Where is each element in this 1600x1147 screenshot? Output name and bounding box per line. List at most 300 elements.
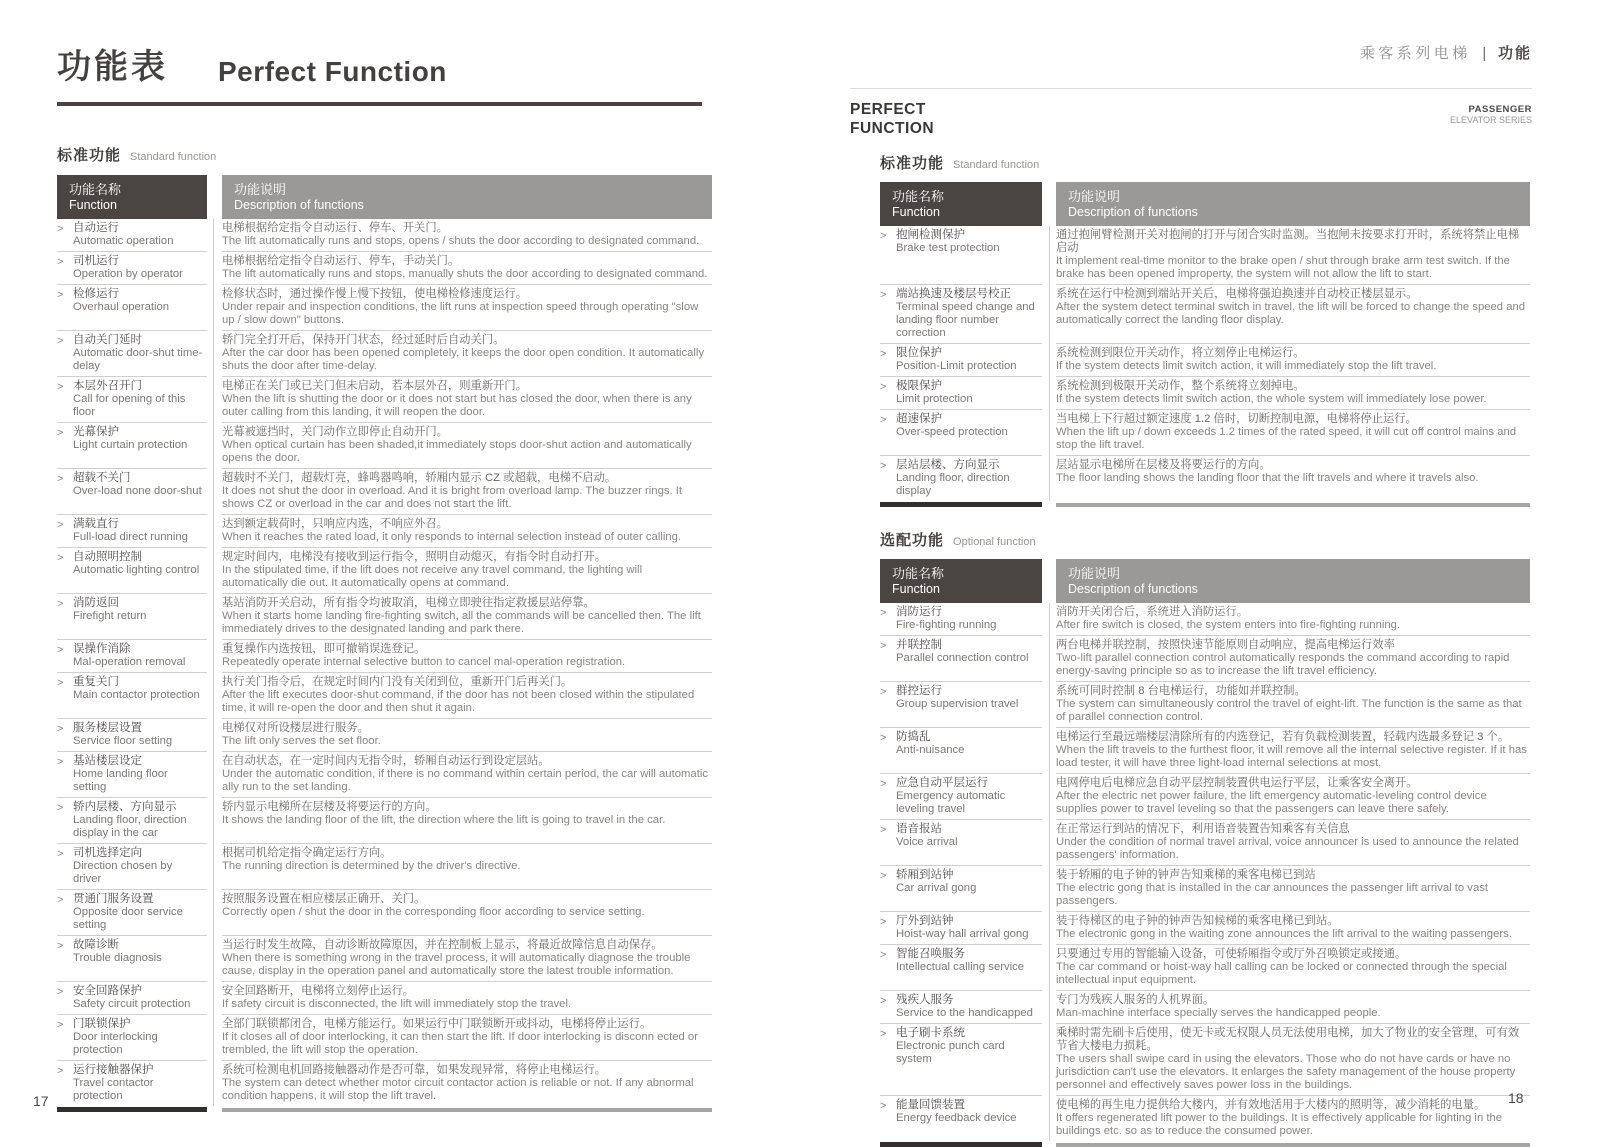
function-desc-cell bbox=[1056, 1023, 1530, 1095]
function-desc-cell bbox=[222, 514, 712, 547]
right-title-line2: FUNCTION bbox=[850, 119, 935, 137]
function-desc-cell bbox=[222, 251, 712, 284]
function-desc-en: The system can detect whether motor circuit contactor action is reliable or not. If any abnormal condition happens, it will stop the lift travel. bbox=[222, 1077, 694, 1102]
header-function-en: Function bbox=[892, 582, 940, 596]
row-bullet: > bbox=[57, 986, 64, 998]
function-desc-cn: 执行关门指令后，在规定时间内门没有关闭到位，重新开门后再关门。 bbox=[222, 676, 573, 688]
function-desc-cell bbox=[1056, 865, 1530, 911]
page-number-left: 17 bbox=[33, 1093, 49, 1109]
corner-tag-divider: | bbox=[1482, 45, 1487, 62]
series-label-line1: PASSENGER bbox=[1468, 104, 1532, 115]
row-bullet: > bbox=[57, 519, 64, 531]
function-name bbox=[73, 985, 203, 1011]
function-name-cell bbox=[880, 409, 1042, 455]
right-title-bar bbox=[850, 101, 1532, 138]
function-desc-en: If the system detects limit switch action, the whole system will immediately lose power. bbox=[1056, 393, 1487, 405]
header-function-cell bbox=[880, 182, 1042, 226]
column-divider bbox=[1049, 226, 1050, 501]
function-name-cn: 自动照明控制 bbox=[73, 551, 142, 563]
function-name-en: Position-Limit protection bbox=[896, 360, 1017, 372]
function-desc-cn: 装于待梯区的电子钟的钟声告知候梯的乘客电梯已到站。 bbox=[1056, 915, 1339, 927]
row-bullet: > bbox=[880, 1028, 887, 1040]
function-name-en: Group supervision travel bbox=[896, 698, 1019, 710]
function-desc-cell bbox=[222, 547, 712, 593]
table-row bbox=[880, 727, 1530, 773]
function-desc-en: When the lift travels to the furthest floor, it will remove all the internal selective register. If it has load tester, it will have three light-load internal selections at most. bbox=[1056, 744, 1527, 769]
series-label bbox=[1450, 101, 1532, 138]
function-name-en: Limit protection bbox=[896, 393, 973, 405]
series-label-line2: ELEVATOR SERIES bbox=[1449, 115, 1532, 125]
footer-bar-dark bbox=[57, 1107, 207, 1112]
function-desc-en: After the electric net power failure, the lift emergency automatic-leveling control device supplies power to travel leveling so that the passengers can leave there safely. bbox=[1056, 790, 1487, 815]
function-name-cn: 检修运行 bbox=[73, 288, 119, 300]
function-name-en: Full-load direct running bbox=[73, 531, 188, 543]
function-desc-en: Under the automatic condition, if there is no command within certain period, the car will automatic ally run to the set landing. bbox=[222, 768, 709, 793]
function-desc-cn: 系统检测到极限开关动作，整个系统将立刻掉电。 bbox=[1056, 380, 1305, 392]
standard-function-table-left bbox=[57, 175, 712, 1112]
row-bullet: > bbox=[57, 677, 64, 689]
row-bullet: > bbox=[880, 230, 887, 242]
table-header bbox=[880, 559, 1530, 603]
function-desc-en: Correctly open / shut the door in the corresponding floor according to service setting. bbox=[222, 906, 645, 918]
row-bullet: > bbox=[880, 607, 887, 619]
table-header bbox=[57, 175, 712, 219]
function-desc-cn: 规定时间内，电梯没有接收到运行指令，照明自动熄灭，有指令时自动打开。 bbox=[222, 551, 607, 563]
function-name-en: Travel contactor protection bbox=[73, 1077, 154, 1102]
row-bullet: > bbox=[880, 916, 887, 928]
function-desc-cell bbox=[1056, 773, 1530, 819]
table-row bbox=[57, 284, 712, 330]
row-bullet: > bbox=[57, 644, 64, 656]
function-name-cn: 轿厢到站钟 bbox=[896, 869, 954, 881]
function-name bbox=[896, 229, 1038, 281]
function-desc-cell bbox=[222, 751, 712, 797]
function-name-cn: 服务楼层设置 bbox=[73, 722, 142, 734]
table-row bbox=[57, 514, 712, 547]
right-page-title bbox=[850, 101, 934, 138]
function-name-en: Hoist-way hall arrival gong bbox=[896, 928, 1029, 940]
row-bullet: > bbox=[57, 894, 64, 906]
function-name bbox=[73, 847, 203, 886]
function-name-cell bbox=[880, 635, 1042, 681]
table-row bbox=[57, 376, 712, 422]
function-desc-cn: 电梯运行至最远端楼层清除所有的内选登记，若有负载检测装置，轻载内选最多登记 3 个。 bbox=[1056, 731, 1510, 743]
function-name-cn: 满载直行 bbox=[73, 518, 119, 530]
function-name-en: Landing floor, direction display in the car bbox=[73, 814, 187, 839]
row-bullet: > bbox=[880, 870, 887, 882]
function-desc-en: The car command or hoist-way hall calling can be locked or connected through the special intellectual input equipment. bbox=[1056, 961, 1507, 986]
function-name-cn: 极限保护 bbox=[896, 380, 942, 392]
function-desc-cn: 当运行时发生故障，自动诊断故障原因，并在控制板上显示，将最近故障信息自动保存。 bbox=[222, 939, 663, 951]
header-description-cell bbox=[222, 175, 712, 219]
function-name-en: Opposite door service setting bbox=[73, 906, 183, 931]
function-desc-cell bbox=[1056, 343, 1530, 376]
function-name-cn: 应急自动平层运行 bbox=[896, 777, 988, 789]
function-name-cn: 误操作消除 bbox=[73, 643, 131, 655]
row-bullet: > bbox=[880, 348, 887, 360]
function-desc-cn: 只要通过专用的智能输入设备，可使轿厢指令或厅外召唤锁定或接通。 bbox=[1056, 948, 1407, 960]
function-desc-cn: 在自动状态，在一定时间内无指令时，轿厢自动运行到设定层站。 bbox=[222, 755, 550, 767]
row-bullet: > bbox=[57, 552, 64, 564]
function-name bbox=[896, 459, 1038, 498]
header-function-en: Function bbox=[69, 198, 117, 212]
function-desc-cell bbox=[1056, 944, 1530, 990]
function-desc-cell bbox=[1056, 284, 1530, 343]
table-row bbox=[57, 1014, 712, 1060]
table-row bbox=[880, 819, 1530, 865]
function-desc-en: Man-machine interface specially serves the handicapped people. bbox=[1056, 1007, 1381, 1019]
function-name bbox=[896, 777, 1038, 816]
function-name-cell bbox=[57, 219, 207, 251]
function-desc-cell bbox=[222, 219, 712, 251]
function-name-en: Home landing floor setting bbox=[73, 768, 168, 793]
function-desc-cell bbox=[1056, 681, 1530, 727]
function-name-cn: 群控运行 bbox=[896, 685, 942, 697]
function-desc-cn: 根据司机给定指令确定运行方向。 bbox=[222, 847, 392, 859]
section-title-en: Standard function bbox=[953, 159, 1040, 171]
function-desc-cn: 全部门联锁都闭合，电梯方能运行。如果运行中门联锁断开或抖动，电梯将停止运行。 bbox=[222, 1018, 652, 1030]
row-bullet: > bbox=[57, 381, 64, 393]
function-name-cell bbox=[880, 455, 1042, 501]
function-desc-cell bbox=[1056, 727, 1530, 773]
function-name-cn: 厅外到站钟 bbox=[896, 915, 954, 927]
function-desc-en: The floor landing shows the landing floor that the lift travels and where it travels also. bbox=[1056, 472, 1479, 484]
function-name-en: Brake test protection bbox=[896, 242, 1000, 254]
function-name bbox=[896, 1099, 1038, 1138]
function-name-en: Safety circuit protection bbox=[73, 998, 191, 1010]
function-desc-cell bbox=[222, 1060, 712, 1106]
column-divider bbox=[1049, 603, 1050, 1141]
table-row bbox=[57, 330, 712, 376]
function-name-cell bbox=[57, 330, 207, 376]
table-row bbox=[880, 226, 1530, 284]
function-name-cell bbox=[880, 727, 1042, 773]
function-desc-cn: 达到额定载荷时，只响应内选，不响应外召。 bbox=[222, 518, 448, 530]
function-name-cn: 智能召唤服务 bbox=[896, 948, 965, 960]
function-name-cell bbox=[880, 343, 1042, 376]
row-bullet: > bbox=[57, 802, 64, 814]
table-row bbox=[880, 1095, 1530, 1141]
row-bullet: > bbox=[880, 414, 887, 426]
corner-tag bbox=[850, 42, 1532, 63]
function-name-en: Automatic operation bbox=[73, 235, 174, 247]
row-bullet: > bbox=[880, 732, 887, 744]
function-name bbox=[73, 643, 203, 669]
table-row bbox=[880, 681, 1530, 727]
function-desc-en: The running direction is determined by the driver's directive. bbox=[222, 860, 521, 872]
function-name-cell bbox=[57, 284, 207, 330]
table-row bbox=[880, 409, 1530, 455]
function-name-en: Call for opening of this floor bbox=[73, 393, 186, 418]
table-row bbox=[880, 990, 1530, 1023]
function-name bbox=[896, 347, 1038, 373]
function-name-cn: 超速保护 bbox=[896, 413, 942, 425]
function-name-cell bbox=[57, 514, 207, 547]
function-name-en: Mal-operation removal bbox=[73, 656, 186, 668]
function-name-cn: 电子刷卡系统 bbox=[896, 1027, 965, 1039]
function-name-cell bbox=[880, 284, 1042, 343]
table-row bbox=[57, 718, 712, 751]
function-name-cell bbox=[880, 865, 1042, 911]
function-name-cn: 层站层楼、方向显示 bbox=[896, 459, 1000, 471]
table-footer bbox=[57, 1107, 712, 1112]
function-desc-en: After the car door has been opened completely, it keeps the door open condition. It automatically shuts the door after time-delay. bbox=[222, 347, 705, 372]
function-name-cn: 司机运行 bbox=[73, 255, 119, 267]
function-name bbox=[73, 597, 203, 636]
function-name-cell bbox=[57, 547, 207, 593]
function-name-en: Parallel connection control bbox=[896, 652, 1029, 664]
function-name-cell bbox=[57, 639, 207, 672]
function-name-cell bbox=[880, 944, 1042, 990]
row-bullet: > bbox=[57, 723, 64, 735]
function-name-cn: 并联控制 bbox=[896, 639, 942, 651]
function-desc-cell bbox=[222, 376, 712, 422]
function-desc-en: The lift only serves the set floor. bbox=[222, 735, 381, 747]
function-desc-cn: 使电梯的再生电力提供给大楼内，并有效地活用于大楼内的照明等，减少消耗的电量。 bbox=[1056, 1099, 1486, 1111]
table-row bbox=[57, 639, 712, 672]
function-name-cn: 门联锁保护 bbox=[73, 1018, 131, 1030]
function-name-en: Over-load none door-shut bbox=[73, 485, 202, 497]
function-desc-cell bbox=[1056, 819, 1530, 865]
function-name-cell bbox=[57, 751, 207, 797]
function-desc-cell bbox=[222, 422, 712, 468]
function-desc-cell bbox=[222, 718, 712, 751]
row-bullet: > bbox=[880, 824, 887, 836]
function-name-cell bbox=[57, 981, 207, 1014]
function-desc-cell bbox=[1056, 409, 1530, 455]
function-name-cn: 残疾人服务 bbox=[896, 994, 954, 1006]
function-name bbox=[73, 518, 203, 544]
function-name-cn: 超载不关门 bbox=[73, 472, 131, 484]
function-name-en: Overhaul operation bbox=[73, 301, 170, 313]
section-title-en: Standard function bbox=[130, 151, 217, 163]
function-name bbox=[896, 915, 1038, 941]
table-row bbox=[880, 635, 1530, 681]
function-name-cn: 重复关门 bbox=[73, 676, 119, 688]
function-desc-en: Under the condition of normal travel arrival, voice announcer is used to announce the related passengers' information. bbox=[1056, 836, 1519, 861]
function-name bbox=[896, 869, 1038, 908]
function-name-cn: 能量回馈装置 bbox=[896, 1099, 965, 1111]
function-desc-en: After fire switch is closed, the system enters into fire-fighting running. bbox=[1056, 619, 1401, 631]
section-title-en: Optional function bbox=[953, 536, 1036, 548]
function-desc-en: After the system detect terminal switch in travel, the lift will be forced to change the speed and automatically correct the landing floor display. bbox=[1056, 301, 1526, 326]
function-desc-cn: 通过抱闸臂检测开关对抱闸的打开与闭合实时监测。当抱闸未按要求打开时，系统将禁止电梯启动 bbox=[1056, 229, 1520, 254]
function-name bbox=[896, 380, 1038, 406]
function-desc-cn: 基站消防开关启动，所有指令均被取消，电梯立即驶往指定救援层站停靠。 bbox=[222, 597, 595, 609]
function-name-cn: 基站楼层设定 bbox=[73, 755, 142, 767]
table-row bbox=[57, 672, 712, 718]
function-name bbox=[73, 551, 203, 590]
function-desc-cell bbox=[1056, 990, 1530, 1023]
function-name-cn: 语音报站 bbox=[896, 823, 942, 835]
function-name-cell bbox=[57, 1060, 207, 1106]
function-desc-cn: 装于轿厢的电子钟的钟声告知乘梯的乘客电梯已到站 bbox=[1056, 869, 1316, 881]
row-bullet: > bbox=[57, 427, 64, 439]
function-name-cn: 安全回路保护 bbox=[73, 985, 142, 997]
function-desc-cn: 按照服务设置在相应楼层正确开、关门。 bbox=[222, 893, 426, 905]
function-name-cell bbox=[880, 773, 1042, 819]
function-name-en: Voice arrival bbox=[896, 836, 958, 848]
function-name bbox=[896, 731, 1038, 770]
function-desc-en: When there is something wrong in the travel process, it will automatically diagnose the trouble cause, display in the operation panel and automatically store the latest trouble information. bbox=[222, 952, 691, 977]
function-desc-cell bbox=[1056, 635, 1530, 681]
table-row bbox=[57, 547, 712, 593]
function-name-cn: 本层外召开门 bbox=[73, 380, 142, 392]
function-desc-en: The users shall swipe card in using the elevators. Those who do not have cards or have no jurisdiction can't use the elevators. It enlarges the safety management of the house property personnel and effectively saves power loss in the buildings. bbox=[1056, 1053, 1516, 1091]
function-name-cell bbox=[880, 1095, 1042, 1141]
function-desc-cn: 专门为残疾人服务的人机界面。 bbox=[1056, 994, 1215, 1006]
row-bullet: > bbox=[880, 640, 887, 652]
function-name-en: Main contactor protection bbox=[73, 689, 200, 701]
function-desc-en: When the lift up / down exceeds 1.2 times of the rated speed, it will cut off control mains and stop the lift travel. bbox=[1056, 426, 1517, 451]
function-name bbox=[896, 639, 1038, 678]
function-name bbox=[73, 222, 203, 248]
function-name-en: Electronic punch card system bbox=[896, 1040, 1005, 1065]
function-desc-cn: 两台电梯并联控制，按照快速节能原则自动响应，提高电梯运行效率 bbox=[1056, 639, 1395, 651]
table-row bbox=[880, 911, 1530, 944]
table-row bbox=[880, 376, 1530, 409]
function-name-cell bbox=[57, 672, 207, 718]
function-desc-cell bbox=[222, 1014, 712, 1060]
function-desc-cn: 系统可检测电机回路接触器动作是否可靠，如果发现异常，将停止电梯运行。 bbox=[222, 1064, 607, 1076]
corner-tag-section: 功能 bbox=[1497, 45, 1532, 62]
function-desc-en: When the lift is shutting the door or it does not start but has closed the door, when there is any outer calling from this landing, it will reopen the door. bbox=[222, 393, 692, 418]
header-function-cn: 功能名称 bbox=[69, 182, 122, 197]
function-name-cell bbox=[880, 1023, 1042, 1095]
function-name bbox=[896, 823, 1038, 862]
function-name bbox=[896, 413, 1038, 452]
function-name bbox=[896, 685, 1038, 724]
function-name bbox=[896, 606, 1038, 632]
header-description-cn: 功能说明 bbox=[234, 182, 287, 197]
table-footer bbox=[880, 1142, 1530, 1147]
function-name bbox=[73, 288, 203, 327]
function-desc-cn: 系统在运行中检测到端站开关后，电梯将强迫换速并自动校正楼层显示。 bbox=[1056, 288, 1418, 300]
row-bullet: > bbox=[880, 381, 887, 393]
function-name-cn: 端站换速及楼层号校正 bbox=[896, 288, 1011, 300]
function-desc-cell bbox=[1056, 1095, 1530, 1141]
table-header bbox=[880, 182, 1530, 226]
function-name bbox=[73, 426, 203, 465]
function-name-cn: 光幕保护 bbox=[73, 426, 119, 438]
function-name-en: Direction chosen by driver bbox=[73, 860, 173, 885]
function-name-cell bbox=[880, 819, 1042, 865]
footer-bar-gray bbox=[1056, 1143, 1530, 1147]
function-desc-cn: 电梯根据给定指令自动运行、停车，手动关门。 bbox=[222, 255, 460, 267]
function-desc-cn: 在正常运行到站的情况下，利用语音装置告知乘客有关信息 bbox=[1056, 823, 1350, 835]
function-desc-cn: 光幕被遮挡时，关门动作立即停止自动开门。 bbox=[222, 426, 448, 438]
function-desc-cell bbox=[222, 889, 712, 935]
function-desc-cell bbox=[222, 797, 712, 843]
section-title-cn: 选配功能 bbox=[880, 532, 945, 549]
function-desc-cell bbox=[222, 981, 712, 1014]
function-desc-en: When it reaches the rated load, it only responds to internal selection instead of outer calling. bbox=[222, 531, 682, 543]
function-name-en: Landing floor, direction display bbox=[896, 472, 1010, 497]
function-name-cell bbox=[57, 422, 207, 468]
function-name-cell bbox=[57, 468, 207, 514]
function-desc-en: The electronic gong in the waiting zone announces the lift arrival to the waiting passengers. bbox=[1056, 928, 1512, 940]
function-name-en: Energy feedback device bbox=[896, 1112, 1017, 1124]
standard-function-table-right bbox=[880, 182, 1530, 507]
table-row bbox=[880, 343, 1530, 376]
footer-bar-gray bbox=[1056, 503, 1530, 507]
function-desc-cn: 检修状态时，通过操作慢上慢下按钮，使电梯检修速度运行。 bbox=[222, 288, 528, 300]
function-desc-cell bbox=[222, 639, 712, 672]
function-desc-en: It implement real-time monitor to the brake open / shut through brake arm test switch. If the brake has been opened improperty, the system will not allow the lift to start. bbox=[1056, 255, 1510, 280]
function-name bbox=[73, 801, 203, 840]
function-desc-en: If it closes all of door interlocking, it can then start the lift. If door interlocking is disconn ected or trembled, the lift will stop the operation. bbox=[222, 1031, 698, 1056]
function-name-cn: 消防运行 bbox=[896, 606, 942, 618]
function-desc-cn: 安全回路断开，电梯将立刻停止运行。 bbox=[222, 985, 415, 997]
function-desc-en: The electric gong that is installed in the car announces the passenger lift arrival to vast passengers. bbox=[1056, 882, 1489, 907]
row-bullet: > bbox=[880, 686, 887, 698]
function-name-en: Intellectual calling service bbox=[896, 961, 1025, 973]
table-body bbox=[880, 603, 1530, 1141]
function-name bbox=[73, 472, 203, 511]
header-description-cn: 功能说明 bbox=[1068, 566, 1121, 581]
function-name-cn: 自动关门延时 bbox=[73, 334, 142, 346]
right-page-body bbox=[880, 152, 1530, 1147]
function-desc-en: When optical curtain has been shaded,it immediately stops door-shut action and automatically opens the door. bbox=[222, 439, 692, 464]
function-name-en: Light curtain protection bbox=[73, 439, 188, 451]
page-number-right: 18 bbox=[1508, 1090, 1524, 1106]
corner-tag-series: 乘客系列电梯 bbox=[1359, 45, 1471, 62]
row-bullet: > bbox=[880, 949, 887, 961]
function-name-cn: 轿内层楼、方向显示 bbox=[73, 801, 177, 813]
table-row bbox=[57, 422, 712, 468]
table-row bbox=[57, 219, 712, 251]
function-name-en: Emergency automatic leveling travel bbox=[896, 790, 1006, 815]
function-desc-en: In the stipulated time, if the lift does not receive any travel command, the lighting will automatically die out. It automatically opens at command. bbox=[222, 564, 643, 589]
function-desc-en: Two-lift parallel connection control automatically responds the command according to rapid energy-saving principle so as to increase the lift travel efficiency. bbox=[1056, 652, 1510, 677]
function-name-cell bbox=[57, 376, 207, 422]
function-name-cn: 自动运行 bbox=[73, 222, 119, 234]
row-bullet: > bbox=[57, 756, 64, 768]
table-row bbox=[880, 603, 1530, 635]
function-name-cell bbox=[880, 376, 1042, 409]
function-name-en: Fire-fighting running bbox=[896, 619, 997, 631]
function-desc-cell bbox=[1056, 455, 1530, 501]
table-row bbox=[57, 593, 712, 639]
function-name-en: Firefight return bbox=[73, 610, 147, 622]
table-row bbox=[57, 751, 712, 797]
function-desc-en: Under repair and inspection conditions, the lift runs at inspection speed through operating "slow up / slow down" buttons. bbox=[222, 301, 699, 326]
row-bullet: > bbox=[57, 256, 64, 268]
function-desc-en: If safety circuit is disconnected, the lift will immediately stop the travel. bbox=[222, 998, 572, 1010]
optional-function-heading bbox=[880, 529, 1530, 550]
function-desc-cell bbox=[1056, 376, 1530, 409]
title-rule bbox=[57, 102, 702, 106]
table-row bbox=[57, 981, 712, 1014]
row-bullet: > bbox=[57, 473, 64, 485]
function-desc-en: It does not shut the door in overload. And it is bright from overload lamp. The buzzer rings. It shows CZ or overload in the car and does not start the lift. bbox=[222, 485, 683, 510]
function-desc-cn: 轿门完全打开后，保持开门状态，经过延时后自动关门。 bbox=[222, 334, 505, 346]
function-desc-en: It shows the landing floor of the lift, the direction where the lift is going to travel in the car. bbox=[222, 814, 666, 826]
page-title-en: Perfect Function bbox=[218, 56, 447, 87]
function-desc-cell bbox=[222, 593, 712, 639]
function-desc-cn: 电梯正在关门或已关门但未启动，若本层外召，则重新开门。 bbox=[222, 380, 528, 392]
function-desc-cell bbox=[222, 468, 712, 514]
function-name bbox=[896, 994, 1038, 1020]
table-row bbox=[57, 1060, 712, 1106]
optional-function-table bbox=[880, 559, 1530, 1147]
table-row bbox=[880, 455, 1530, 501]
function-name-cell bbox=[57, 1014, 207, 1060]
header-description-en: Description of functions bbox=[234, 198, 364, 212]
header-function-cn: 功能名称 bbox=[892, 189, 945, 204]
function-desc-cell bbox=[222, 672, 712, 718]
table-row bbox=[57, 935, 712, 981]
